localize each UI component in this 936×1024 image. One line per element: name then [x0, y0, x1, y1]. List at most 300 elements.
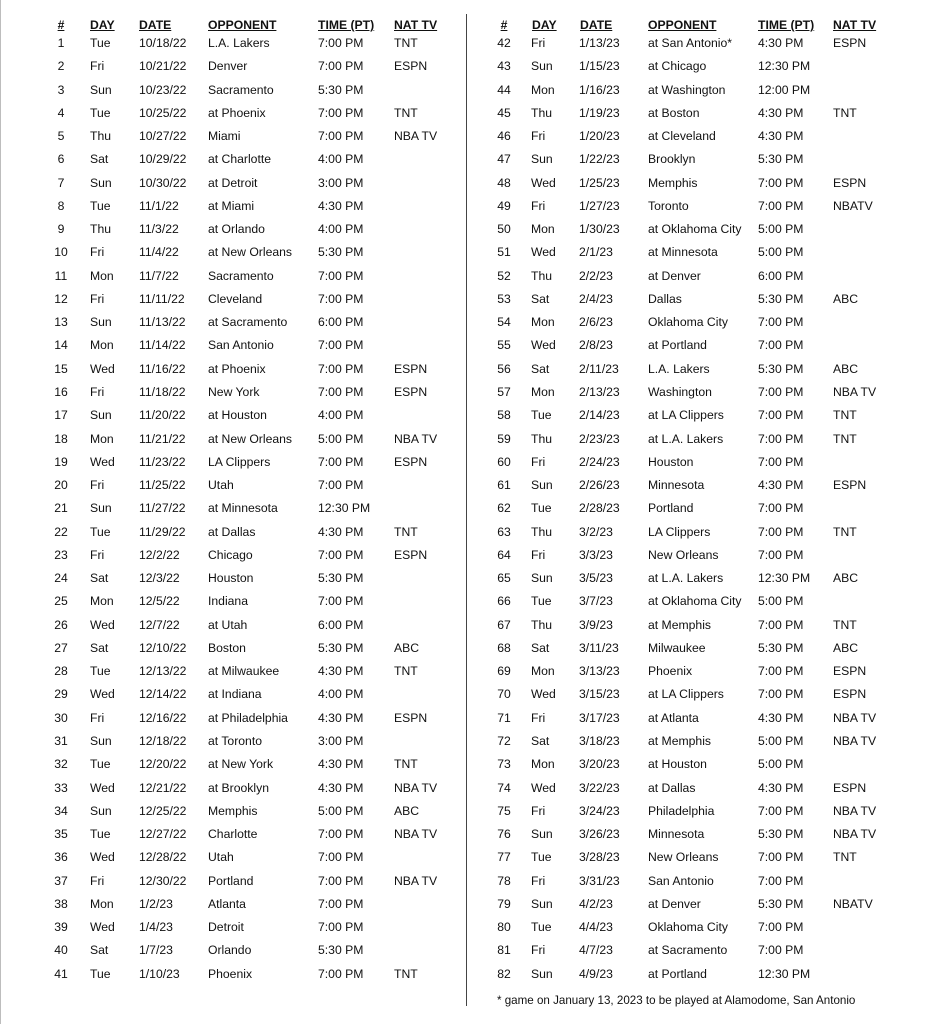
game-day: Mon [531, 664, 555, 679]
game-day: Sat [531, 361, 550, 376]
game-day: Wed [531, 175, 556, 190]
game-opponent: at New Orleans [208, 245, 292, 260]
game-row [467, 34, 907, 57]
game-time: 7:00 PM [318, 896, 364, 911]
game-time: 5:00 PM [318, 803, 364, 818]
game-num: 79 [497, 896, 511, 911]
game-opponent: Minnesota [648, 478, 705, 493]
game-num: 29 [54, 687, 68, 702]
game-opponent: at Chicago [648, 59, 707, 74]
game-row [0, 732, 440, 755]
game-row [0, 592, 440, 615]
header-num: # [500, 18, 508, 32]
game-tv: NBA TV [394, 129, 438, 144]
game-date: 1/7/23 [139, 943, 173, 958]
game-date: 10/29/22 [139, 152, 187, 167]
game-day: Sat [90, 152, 109, 167]
game-date: 1/16/23 [579, 82, 620, 97]
game-time: 4:00 PM [318, 152, 364, 167]
game-opponent: at Miami [208, 198, 255, 213]
game-time: 4:30 PM [318, 198, 364, 213]
game-time: 5:30 PM [758, 896, 804, 911]
game-tv: ABC [833, 361, 859, 376]
game-tv: ABC [833, 640, 859, 655]
game-num: 34 [54, 803, 68, 818]
header-time: TIME (PT) [318, 18, 375, 32]
game-date: 1/19/23 [579, 105, 620, 120]
game-date: 11/4/22 [139, 245, 179, 260]
footnote: * game on January 13, 2023 to be played at Alamodome, San Antonio [497, 994, 856, 1007]
game-num: 22 [54, 524, 68, 539]
game-num: 39 [54, 920, 68, 935]
game-opponent: Atlanta [208, 896, 246, 911]
game-tv: TNT [833, 408, 857, 423]
game-day: Fri [531, 198, 546, 213]
game-day: Thu [531, 105, 553, 120]
game-opponent: Orlando [208, 943, 252, 958]
game-time: 7:00 PM [758, 850, 804, 865]
game-opponent: at Washington [648, 82, 726, 97]
game-num: 75 [497, 803, 511, 818]
game-num: 8 [57, 198, 65, 213]
game-num: 26 [54, 617, 68, 632]
game-day: Sun [90, 82, 112, 97]
game-time: 5:00 PM [318, 431, 364, 446]
game-date: 3/24/23 [579, 803, 620, 818]
game-tv: NBA TV [394, 827, 438, 842]
game-day: Sun [90, 501, 112, 516]
game-num: 13 [54, 315, 68, 330]
game-day: Fri [531, 873, 546, 888]
game-date: 3/22/23 [579, 780, 620, 795]
right-rows [467, 34, 907, 988]
game-num: 55 [497, 338, 511, 353]
game-date: 2/1/23 [579, 245, 613, 260]
game-row [467, 825, 907, 848]
game-opponent: Sacramento [208, 82, 274, 97]
game-date: 2/8/23 [579, 338, 613, 353]
game-num: 1 [57, 36, 65, 50]
game-opponent: at Houston [648, 757, 707, 772]
game-tv: ESPN [833, 780, 867, 795]
game-time: 12:30 PM [758, 571, 811, 586]
game-date: 12/7/22 [139, 617, 180, 632]
game-date: 2/26/23 [579, 478, 620, 493]
game-date: 1/30/23 [579, 222, 620, 237]
game-day: Sat [90, 571, 109, 586]
game-day: Mon [90, 268, 114, 283]
left-rows [0, 34, 440, 988]
game-num: 56 [497, 361, 511, 376]
game-row [0, 755, 440, 778]
game-tv: ESPN [394, 547, 428, 562]
game-day: Sun [90, 175, 112, 190]
game-opponent: Brooklyn [648, 152, 696, 167]
game-num: 82 [497, 966, 511, 981]
game-time: 7:00 PM [318, 478, 364, 493]
game-day: Mon [531, 757, 555, 772]
game-row [467, 523, 907, 546]
header-day: DAY [90, 18, 115, 32]
game-opponent: Houston [208, 571, 254, 586]
game-opponent: at Oklahoma City [648, 222, 742, 237]
game-time: 4:00 PM [318, 408, 364, 423]
game-date: 2/24/23 [579, 454, 620, 469]
game-opponent: New York [208, 384, 260, 399]
game-row [0, 662, 440, 685]
game-row [0, 104, 440, 127]
schedule-left-half [0, 16, 440, 988]
game-opponent: at Detroit [208, 175, 258, 190]
game-row [0, 616, 440, 639]
game-row [467, 732, 907, 755]
game-time: 7:00 PM [318, 384, 364, 399]
game-date: 1/27/23 [579, 198, 620, 213]
game-num: 31 [54, 733, 68, 748]
game-date: 3/3/23 [579, 547, 613, 562]
game-row [0, 383, 440, 406]
game-date: 4/4/23 [579, 920, 613, 935]
game-opponent: Houston [648, 454, 694, 469]
game-day: Wed [531, 338, 556, 353]
game-day: Sun [531, 896, 553, 911]
game-num: 69 [497, 664, 511, 679]
game-row [467, 872, 907, 895]
game-opponent: Washington [648, 384, 712, 399]
game-day: Wed [90, 780, 115, 795]
game-date: 12/3/22 [139, 571, 180, 586]
game-time: 5:00 PM [758, 733, 804, 748]
game-tv: NBA TV [833, 803, 877, 818]
game-num: 12 [54, 291, 68, 306]
game-opponent: at Houston [208, 408, 267, 423]
game-num: 47 [497, 152, 511, 167]
game-time: 4:30 PM [758, 780, 804, 795]
game-date: 12/5/22 [139, 594, 180, 609]
game-date: 11/18/22 [139, 384, 186, 399]
game-day: Fri [90, 873, 105, 888]
game-num: 32 [54, 757, 68, 772]
game-row [0, 150, 440, 173]
game-time: 4:30 PM [758, 710, 804, 725]
game-opponent: at Sacramento [208, 315, 288, 330]
game-num: 74 [497, 780, 511, 795]
game-num: 5 [57, 129, 65, 144]
game-date: 11/27/22 [139, 501, 186, 516]
game-time: 4:30 PM [758, 105, 804, 120]
game-time: 7:00 PM [758, 501, 804, 516]
game-tv: ABC [833, 291, 859, 306]
game-opponent: at LA Clippers [648, 408, 724, 423]
game-date: 3/18/23 [579, 733, 620, 748]
game-time: 12:00 PM [758, 82, 811, 97]
game-date: 11/29/22 [139, 524, 186, 539]
game-tv: ESPN [394, 361, 428, 376]
game-opponent: Sacramento [208, 268, 274, 283]
game-opponent: at L.A. Lakers [648, 571, 724, 586]
game-row [0, 965, 440, 988]
game-opponent: at Portland [648, 966, 707, 981]
game-date: 2/2/23 [579, 268, 613, 283]
game-row [0, 476, 440, 499]
game-date: 1/15/23 [579, 59, 620, 74]
game-row [467, 685, 907, 708]
game-time: 7:00 PM [758, 547, 804, 562]
game-opponent: Portland [208, 873, 254, 888]
game-date: 12/27/22 [139, 827, 187, 842]
game-num: 51 [497, 245, 511, 260]
game-day: Fri [531, 129, 546, 144]
game-num: 80 [497, 920, 511, 935]
game-opponent: at Sacramento [648, 943, 728, 958]
game-opponent: Utah [208, 850, 234, 865]
game-tv: NBA TV [833, 733, 877, 748]
game-time: 7:00 PM [318, 827, 364, 842]
game-time: 4:30 PM [318, 757, 364, 772]
game-num: 61 [497, 478, 511, 493]
game-num: 37 [54, 873, 68, 888]
game-date: 2/6/23 [579, 315, 613, 330]
game-num: 40 [54, 943, 68, 958]
game-tv: ABC [833, 571, 859, 586]
game-row [467, 406, 907, 429]
game-num: 53 [497, 291, 511, 306]
game-opponent: Utah [208, 478, 234, 493]
game-day: Thu [531, 268, 553, 283]
game-day: Fri [531, 547, 546, 562]
game-day: Fri [90, 59, 105, 74]
game-day: Sat [90, 640, 109, 655]
game-time: 7:00 PM [758, 803, 804, 818]
game-time: 7:00 PM [758, 687, 804, 702]
game-day: Sun [531, 478, 553, 493]
game-row [0, 34, 440, 57]
game-date: 1/13/23 [579, 36, 620, 50]
game-day: Sun [90, 315, 112, 330]
game-day: Wed [90, 850, 115, 865]
game-day: Fri [531, 710, 546, 725]
game-num: 38 [54, 896, 68, 911]
game-date: 12/2/22 [139, 547, 180, 562]
game-num: 9 [57, 222, 65, 237]
game-num: 60 [497, 454, 511, 469]
game-row [467, 127, 907, 150]
game-row [467, 476, 907, 499]
game-date: 11/23/22 [139, 454, 186, 469]
game-time: 5:00 PM [758, 594, 804, 609]
game-date: 3/15/23 [579, 687, 620, 702]
game-date: 12/20/22 [139, 757, 187, 772]
header-time: TIME (PT) [758, 18, 815, 32]
game-opponent: Toronto [648, 198, 689, 213]
game-date: 3/17/23 [579, 710, 620, 725]
game-row [467, 895, 907, 918]
game-tv: ESPN [833, 687, 867, 702]
header-row [0, 16, 440, 34]
game-tv: NBA TV [833, 827, 877, 842]
game-date: 2/14/23 [579, 408, 620, 423]
game-time: 7:00 PM [318, 850, 364, 865]
game-row [467, 360, 907, 383]
game-row [0, 569, 440, 592]
game-date: 10/18/22 [139, 36, 187, 50]
game-day: Wed [90, 617, 115, 632]
game-opponent: at Milwaukee [208, 664, 280, 679]
game-time: 7:00 PM [318, 129, 364, 144]
game-day: Thu [90, 129, 112, 144]
game-opponent: at Portland [648, 338, 707, 353]
game-row [467, 104, 907, 127]
game-num: 59 [497, 431, 511, 446]
game-day: Fri [90, 547, 105, 562]
game-tv: NBATV [833, 896, 873, 911]
game-tv: ESPN [833, 664, 867, 679]
game-day: Fri [90, 384, 105, 399]
game-num: 24 [54, 571, 68, 586]
game-row [467, 918, 907, 941]
game-row [467, 220, 907, 243]
game-day: Wed [90, 687, 115, 702]
game-time: 5:30 PM [758, 152, 804, 167]
game-row [0, 220, 440, 243]
game-row [467, 243, 907, 266]
game-num: 15 [54, 361, 68, 376]
game-row [0, 81, 440, 104]
game-time: 5:00 PM [758, 757, 804, 772]
game-date: 3/26/23 [579, 827, 620, 842]
game-date: 10/23/22 [139, 82, 187, 97]
game-num: 45 [497, 105, 511, 120]
game-day: Mon [90, 594, 114, 609]
game-row [0, 499, 440, 522]
game-day: Tue [531, 501, 552, 516]
game-day: Mon [90, 338, 114, 353]
game-time: 6:00 PM [318, 617, 364, 632]
game-date: 3/5/23 [579, 571, 613, 586]
game-num: 48 [497, 175, 511, 190]
game-time: 3:00 PM [318, 733, 364, 748]
game-opponent: Indiana [208, 594, 248, 609]
game-day: Wed [531, 245, 556, 260]
game-tv: ESPN [394, 384, 428, 399]
game-date: 3/11/23 [579, 640, 619, 655]
game-num: 35 [54, 827, 68, 842]
game-num: 42 [497, 36, 511, 50]
game-day: Thu [531, 431, 553, 446]
game-opponent: Boston [208, 640, 246, 655]
game-time: 4:30 PM [318, 524, 364, 539]
game-date: 12/10/22 [139, 640, 187, 655]
game-opponent: at LA Clippers [648, 687, 724, 702]
game-row [0, 453, 440, 476]
game-date: 1/2/23 [139, 896, 173, 911]
game-row [0, 406, 440, 429]
game-tv: TNT [394, 966, 418, 981]
game-row [0, 313, 440, 336]
game-opponent: Charlotte [208, 827, 258, 842]
game-date: 12/14/22 [139, 687, 187, 702]
game-row [0, 523, 440, 546]
game-num: 43 [497, 59, 511, 74]
game-tv: ESPN [833, 478, 867, 493]
game-opponent: San Antonio [648, 873, 714, 888]
game-tv: NBATV [833, 198, 873, 213]
game-time: 4:30 PM [758, 478, 804, 493]
game-day: Tue [90, 966, 111, 981]
game-day: Wed [90, 454, 115, 469]
game-day: Tue [531, 850, 552, 865]
game-date: 3/28/23 [579, 850, 620, 865]
game-num: 17 [54, 408, 68, 423]
game-row [0, 941, 440, 964]
game-num: 14 [54, 338, 68, 353]
game-row [467, 779, 907, 802]
game-day: Fri [90, 291, 105, 306]
game-day: Mon [531, 82, 555, 97]
game-opponent: at Charlotte [208, 152, 272, 167]
game-time: 7:00 PM [758, 338, 804, 353]
game-row [467, 336, 907, 359]
game-num: 66 [497, 594, 511, 609]
game-num: 20 [54, 478, 68, 493]
game-time: 5:30 PM [758, 291, 804, 306]
game-opponent: Cleveland [208, 291, 263, 306]
game-tv: ESPN [833, 36, 867, 50]
header-tv: NAT TV [394, 18, 438, 32]
game-date: 12/21/22 [139, 780, 187, 795]
game-row [467, 639, 907, 662]
game-day: Tue [531, 408, 552, 423]
game-num: 11 [54, 268, 68, 283]
game-time: 4:00 PM [318, 687, 364, 702]
game-opponent: at Denver [648, 896, 701, 911]
game-num: 25 [54, 594, 68, 609]
game-row [467, 592, 907, 615]
game-day: Tue [90, 524, 111, 539]
game-row [467, 313, 907, 336]
game-row [467, 57, 907, 80]
game-row [467, 616, 907, 639]
game-opponent: LA Clippers [648, 524, 711, 539]
game-date: 11/25/22 [139, 478, 186, 493]
game-row [0, 360, 440, 383]
game-date: 11/11/22 [139, 291, 185, 306]
game-date: 2/11/23 [579, 361, 619, 376]
game-day: Tue [90, 827, 111, 842]
game-day: Fri [90, 245, 105, 260]
game-row [0, 127, 440, 150]
game-date: 3/2/23 [579, 524, 613, 539]
game-day: Sun [531, 59, 553, 74]
game-opponent: Portland [648, 501, 694, 516]
game-tv: TNT [394, 36, 418, 50]
game-opponent: at Phoenix [208, 361, 266, 376]
game-tv: ESPN [833, 175, 867, 190]
game-time: 7:00 PM [318, 338, 364, 353]
game-num: 36 [54, 850, 68, 865]
game-num: 4 [57, 105, 65, 120]
game-day: Tue [90, 36, 111, 50]
game-opponent: Milwaukee [648, 640, 706, 655]
game-num: 81 [497, 943, 511, 958]
game-time: 7:00 PM [758, 175, 804, 190]
game-num: 65 [497, 571, 511, 586]
game-time: 12:30 PM [318, 501, 371, 516]
game-row [467, 941, 907, 964]
game-time: 7:00 PM [318, 291, 364, 306]
game-row [467, 848, 907, 871]
game-row [0, 685, 440, 708]
